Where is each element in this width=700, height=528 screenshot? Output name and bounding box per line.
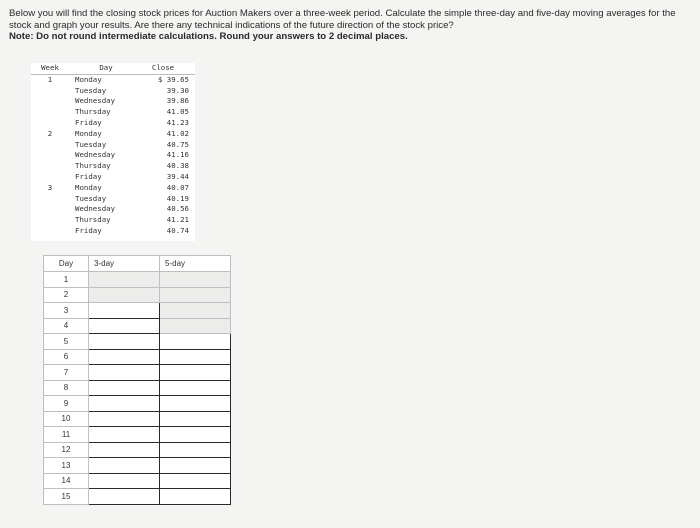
ma-row: [44, 272, 231, 288]
question-text: Below you will find the closing stock prices for Auction Makers over a three-week period. Calculate the simple three-day and five-day moving averages for the stock and graph your results. Are there any technical indications of the future direction of the stock price?: [9, 8, 676, 31]
stock-row: [31, 86, 195, 97]
close-cell: 41.16: [166, 150, 189, 160]
day-cell: Wednesday: [75, 96, 116, 106]
close-cell: 41.05: [166, 107, 189, 117]
three-day-input[interactable]: [89, 427, 159, 442]
stock-table-header: [31, 63, 195, 74]
five-day-input[interactable]: [160, 443, 230, 458]
close-cell: 40.75: [166, 139, 189, 149]
day-cell: Monday: [75, 74, 102, 84]
five-day-empty-cell: [160, 287, 231, 303]
close-cell: 41.23: [166, 117, 189, 127]
close-cell: 39.86: [166, 96, 189, 106]
day-cell: Wednesday: [75, 204, 116, 214]
three-day-empty-cell: [89, 287, 160, 303]
three-day-cell: [89, 396, 160, 412]
three-day-empty-cell: [89, 272, 160, 288]
close-cell: 39.30: [166, 85, 189, 95]
stock-row: [31, 74, 195, 85]
three-day-input[interactable]: [89, 474, 159, 489]
stock-row: [31, 172, 195, 183]
ma-row: [44, 473, 231, 489]
stock-row: [31, 194, 195, 205]
rounding-note: Note: Do not round intermediate calculations. Round your answers to 2 decimal places.: [9, 31, 408, 42]
week-cell: [31, 172, 69, 183]
ma-day-cell: 8: [44, 380, 89, 396]
stock-row: [31, 204, 195, 215]
three-day-input[interactable]: [89, 350, 159, 365]
day-cell: Thursday: [75, 161, 111, 171]
moving-average-table: [43, 255, 231, 505]
ma-row: [44, 458, 231, 474]
week-cell: [31, 215, 69, 226]
stock-row: [31, 215, 195, 226]
ma-row: [44, 411, 231, 427]
stock-row: [31, 226, 195, 241]
ma-day-cell: 9: [44, 396, 89, 412]
three-day-cell: [89, 489, 160, 505]
day-header: Day: [69, 63, 137, 74]
ma-day-header: Day: [44, 256, 89, 272]
ma-row: [44, 365, 231, 381]
week-cell: [31, 86, 69, 97]
ma-day-cell: 7: [44, 365, 89, 381]
close-cell: 40.56: [166, 204, 189, 214]
three-day-input[interactable]: [89, 489, 159, 504]
day-cell: Friday: [75, 117, 102, 127]
five-day-input[interactable]: [160, 334, 230, 349]
three-day-cell: [89, 427, 160, 443]
stock-row: [31, 129, 195, 140]
ma-day-cell: 6: [44, 349, 89, 365]
ma-row: [44, 396, 231, 412]
three-day-cell: [89, 334, 160, 350]
stock-row: [31, 118, 195, 129]
ma-day-cell: 13: [44, 458, 89, 474]
week-cell: [31, 194, 69, 205]
day-cell: Tuesday: [75, 139, 107, 149]
three-day-cell: [89, 380, 160, 396]
ma-day-cell: 5: [44, 334, 89, 350]
day-cell: Thursday: [75, 107, 111, 117]
five-day-input[interactable]: [160, 458, 230, 473]
week-cell: 3: [47, 182, 53, 192]
close-cell: 41.02: [166, 128, 189, 138]
five-day-input[interactable]: [160, 350, 230, 365]
five-day-empty-cell: [160, 272, 231, 288]
three-day-input[interactable]: [89, 319, 159, 334]
ma-day-cell: 3: [44, 303, 89, 319]
stock-price-table: [31, 63, 195, 241]
ma-row: [44, 334, 231, 350]
three-day-input[interactable]: [89, 443, 159, 458]
ma-day-cell: 2: [44, 287, 89, 303]
five-day-cell: [160, 365, 231, 381]
close-cell: 40.38: [166, 161, 189, 171]
five-day-input[interactable]: [160, 427, 230, 442]
stock-row: [31, 140, 195, 151]
ma-row: [44, 442, 231, 458]
stock-row: [31, 96, 195, 107]
three-day-cell: [89, 303, 160, 319]
close-cell: $ 39.65: [157, 74, 189, 84]
ma-day-cell: 10: [44, 411, 89, 427]
five-day-input[interactable]: [160, 412, 230, 427]
five-day-cell: [160, 427, 231, 443]
three-day-header: 3-day: [89, 256, 160, 272]
week-cell: [31, 150, 69, 161]
three-day-input[interactable]: [89, 303, 159, 318]
week-cell: 2: [47, 128, 53, 138]
day-cell: Friday: [75, 225, 102, 235]
week-cell: [31, 226, 69, 241]
five-day-input[interactable]: [160, 489, 230, 504]
five-day-empty-cell: [160, 303, 231, 319]
ma-row: [44, 427, 231, 443]
week-cell: [31, 96, 69, 107]
week-cell: [31, 118, 69, 129]
stock-row: [31, 161, 195, 172]
three-day-cell: [89, 411, 160, 427]
week-cell: [31, 161, 69, 172]
stock-row: [31, 107, 195, 118]
three-day-cell: [89, 318, 160, 334]
five-day-input[interactable]: [160, 365, 230, 380]
five-day-cell: [160, 334, 231, 350]
three-day-input[interactable]: [89, 412, 159, 427]
five-day-cell: [160, 411, 231, 427]
stock-row: [31, 183, 195, 194]
three-day-cell: [89, 442, 160, 458]
close-header: Close: [137, 63, 195, 74]
day-cell: Monday: [75, 182, 102, 192]
three-day-cell: [89, 473, 160, 489]
five-day-cell: [160, 489, 231, 505]
day-cell: Thursday: [75, 215, 111, 225]
five-day-cell: [160, 442, 231, 458]
five-day-input[interactable]: [160, 396, 230, 411]
five-day-cell: [160, 380, 231, 396]
five-day-input[interactable]: [160, 381, 230, 396]
three-day-cell: [89, 458, 160, 474]
question-prompt: [9, 8, 697, 43]
three-day-input[interactable]: [89, 334, 159, 349]
close-cell: 40.74: [166, 225, 189, 235]
three-day-input[interactable]: [89, 458, 159, 473]
three-day-cell: [89, 349, 160, 365]
week-cell: [31, 107, 69, 118]
ma-row: [44, 380, 231, 396]
ma-day-cell: 12: [44, 442, 89, 458]
ma-day-cell: 4: [44, 318, 89, 334]
five-day-input[interactable]: [160, 474, 230, 489]
three-day-input[interactable]: [89, 365, 159, 380]
ma-day-cell: 15: [44, 489, 89, 505]
week-header: Week: [31, 63, 69, 74]
ma-day-cell: 11: [44, 427, 89, 443]
day-cell: Monday: [75, 128, 102, 138]
week-cell: [31, 204, 69, 215]
three-day-input[interactable]: [89, 396, 159, 411]
ma-row: [44, 287, 231, 303]
day-cell: Tuesday: [75, 193, 107, 203]
three-day-cell: [89, 365, 160, 381]
three-day-input[interactable]: [89, 381, 159, 396]
five-day-header: 5-day: [160, 256, 231, 272]
close-cell: 41.21: [166, 215, 189, 225]
ma-day-cell: 14: [44, 473, 89, 489]
close-cell: 40.19: [166, 193, 189, 203]
day-cell: Wednesday: [75, 150, 116, 160]
five-day-cell: [160, 458, 231, 474]
close-cell: 40.07: [166, 182, 189, 192]
day-cell: Friday: [75, 171, 102, 181]
five-day-cell: [160, 396, 231, 412]
five-day-empty-cell: [160, 318, 231, 334]
week-cell: [31, 140, 69, 151]
close-cell: 39.44: [166, 171, 189, 181]
ma-row: [44, 349, 231, 365]
ma-day-cell: 1: [44, 272, 89, 288]
week-cell: 1: [47, 74, 53, 84]
ma-row: [44, 318, 231, 334]
ma-row: [44, 489, 231, 505]
ma-row: [44, 303, 231, 319]
day-cell: Tuesday: [75, 85, 107, 95]
stock-row: [31, 150, 195, 161]
five-day-cell: [160, 349, 231, 365]
ma-table-header: [44, 256, 231, 272]
five-day-cell: [160, 473, 231, 489]
